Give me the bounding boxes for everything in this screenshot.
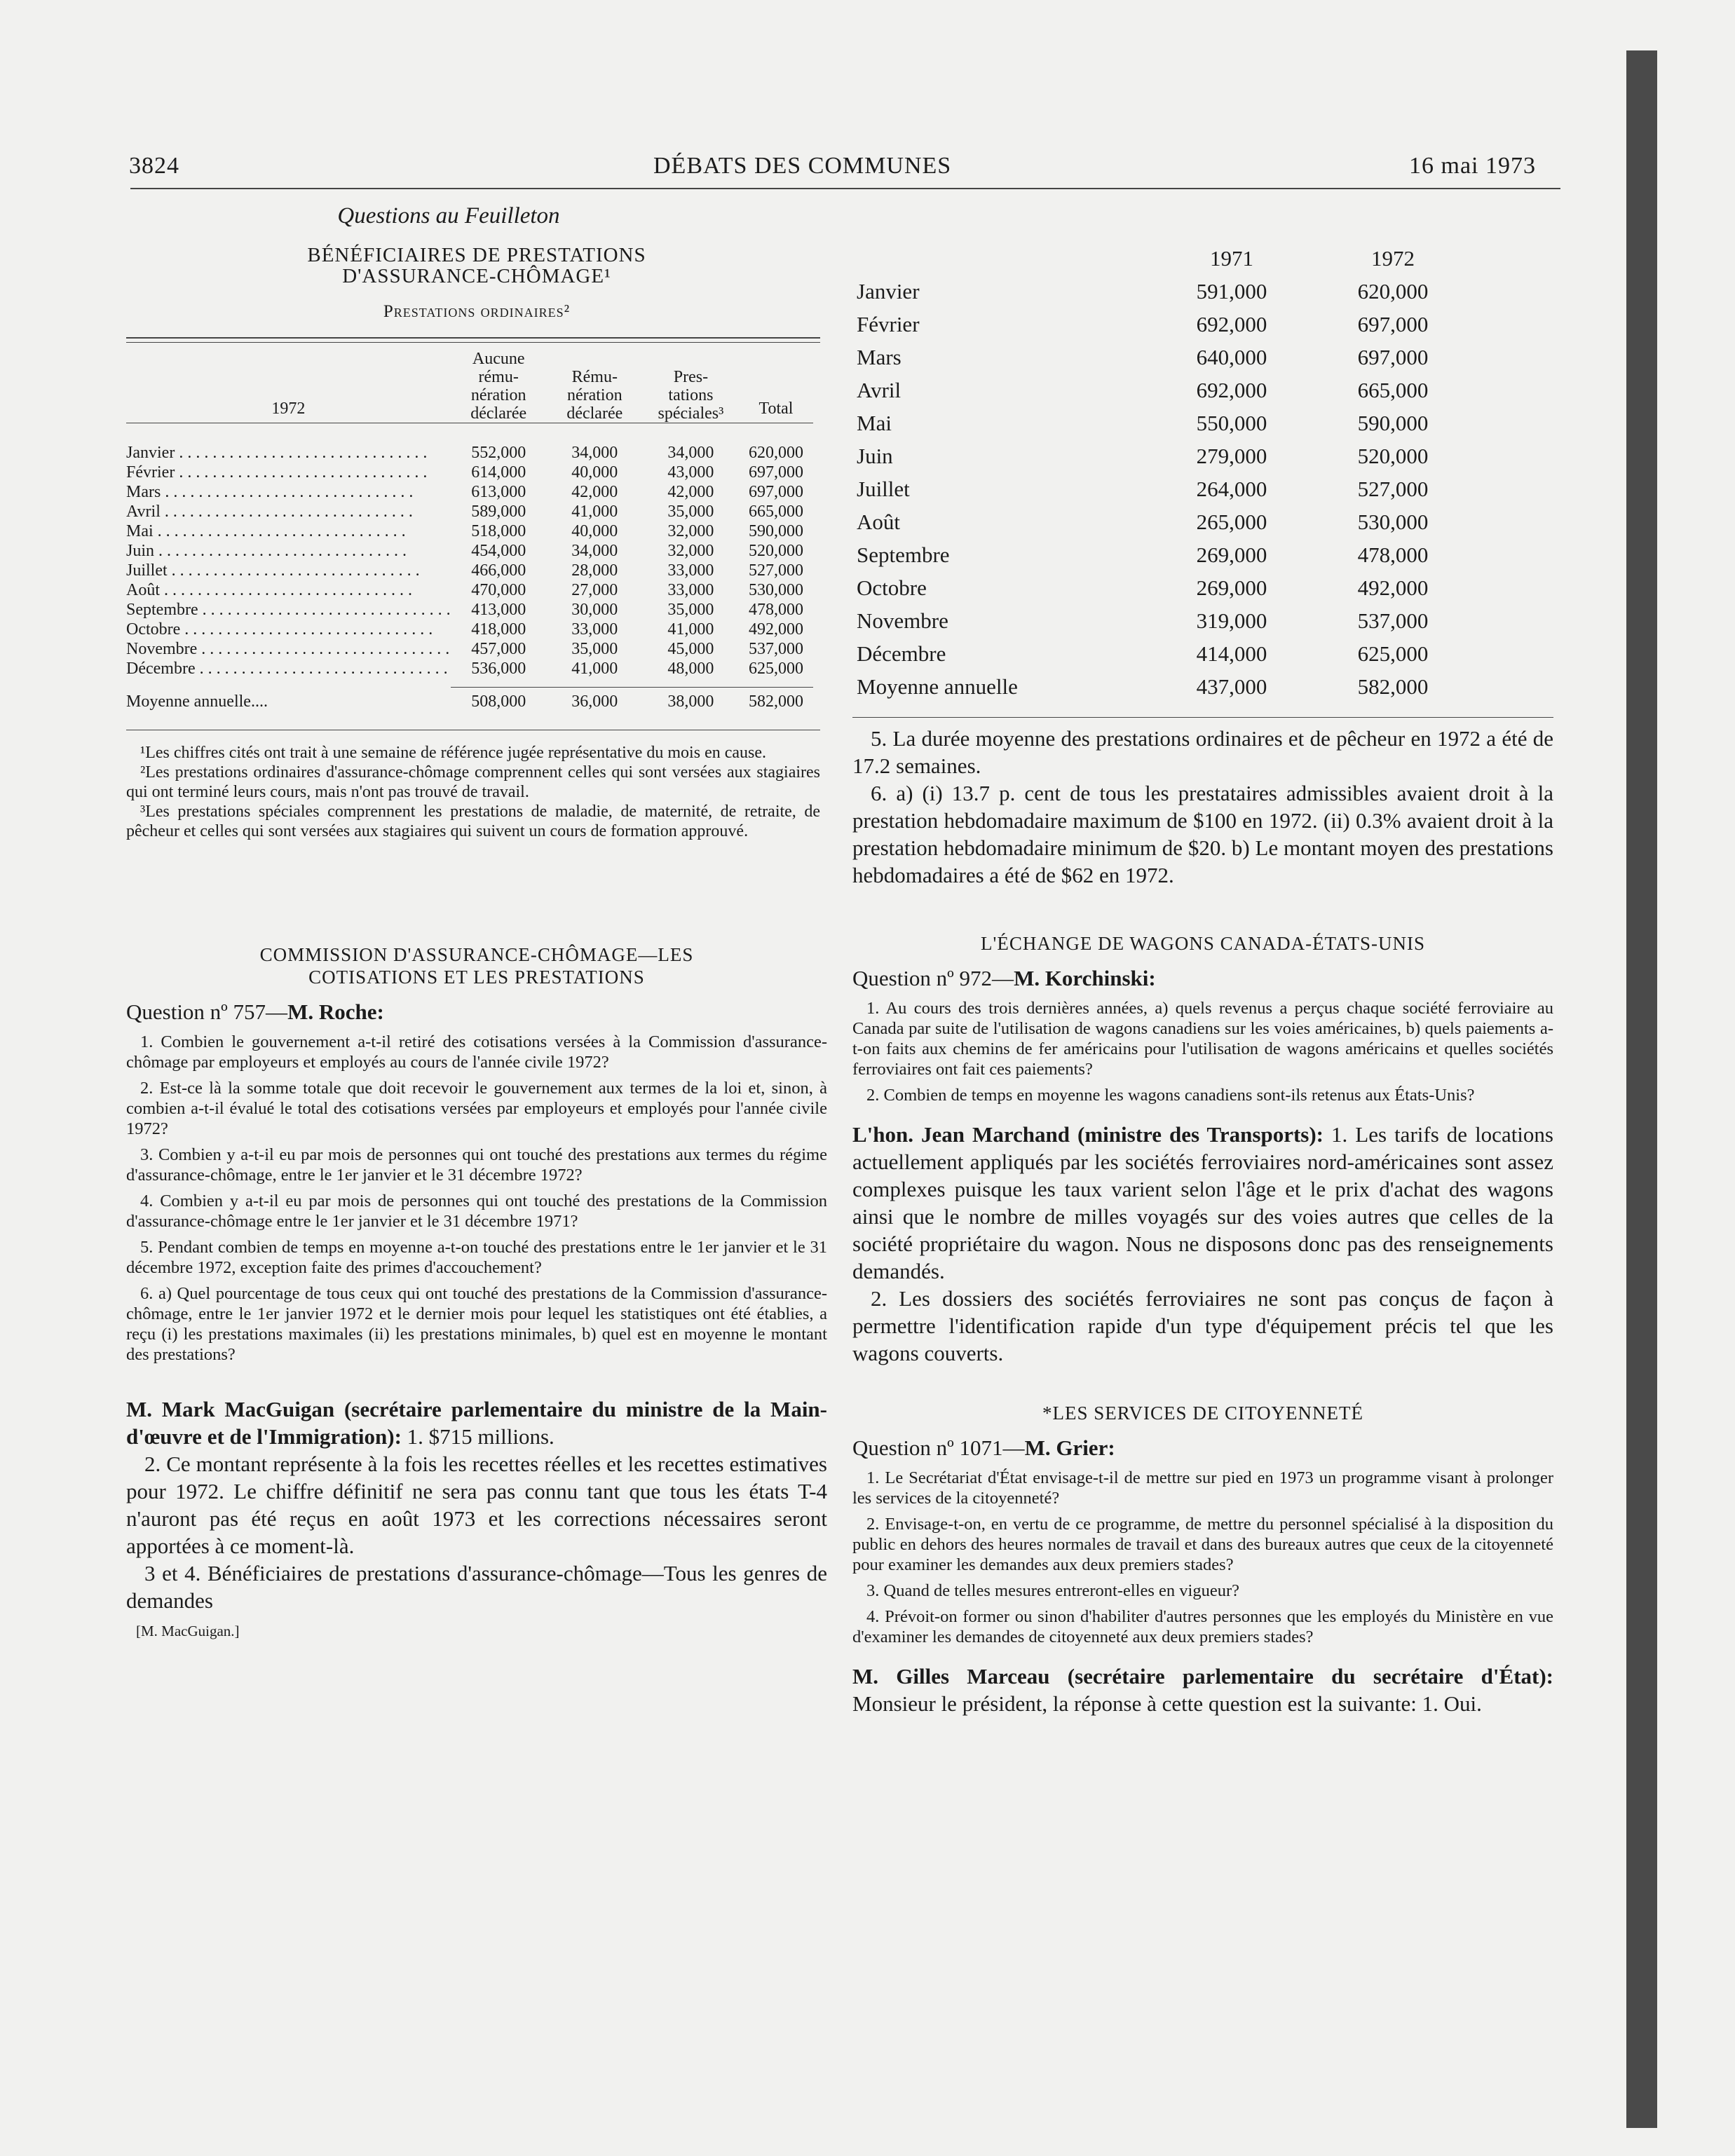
issue-date: 16 mai 1973	[1409, 153, 1536, 179]
row-cell: 48,000	[667, 660, 714, 678]
table-row	[126, 482, 813, 502]
t2-cell: 520,000	[1357, 443, 1429, 468]
question-972-prefix: Question nº 972—	[852, 966, 1014, 990]
t2-cell: 478,000	[1357, 542, 1429, 567]
question-972-item: 1. Au cours des trois dernières années, a) quels revenus a perçus chaque société ferroviaire au Canada par suite de l'utilisation de wagons canadiens sur les voies américaines, b) quels paiements a-t-on faits aux chemins de fer américains pour l'utilisation de wagons américains et quelles sociétés ferroviaires ont fait ces paiements?	[852, 999, 1553, 1079]
row-cell: 413,000	[471, 601, 526, 619]
row-month: Janvier . . . . . . . . . . . . . . . . . . . . . . . . . . . . . .	[126, 444, 428, 462]
row-cell: 537,000	[748, 640, 803, 658]
t2-cell: 319,000	[1196, 608, 1267, 633]
question-757-item: 4. Combien y a-t-il eu par mois de personnes qui ont touché des prestations de la Commission d'assurance-chômage entre le 1er janvier et le 31 décembre 1971?	[126, 1192, 827, 1231]
row-cell: 45,000	[667, 640, 714, 658]
answer-757-p5: 5. La durée moyenne des prestations ordinaires et de pêcheur en 1972 a été de 17.2 semaines.	[852, 726, 1553, 778]
answer-757-speaker: M. Mark MacGuigan (secrétaire parlementaire du ministre de la Main-d'œuvre et de l'Immigration):	[126, 1397, 827, 1449]
question-757-item: 1. Combien le gouvernement a-t-il retiré des cotisations versées à la Commission d'assurance-chômage par employeurs et employés au cours de l'année civile 1972?	[126, 1032, 827, 1072]
answer-972-speaker: L'hon. Jean Marchand (ministre des Transports):	[852, 1122, 1324, 1147]
row-cell: 518,000	[471, 522, 526, 540]
table-title-line-1: BÉNÉFICIAIRES DE PRESTATIONS	[307, 244, 646, 266]
row-month: Novembre . . . . . . . . . . . . . . . . . . . . . . . . . . . . . .	[126, 640, 450, 658]
benefits-table	[126, 350, 813, 711]
t2-cell: 620,000	[1357, 278, 1429, 303]
row-cell: 527,000	[748, 561, 803, 580]
row-cell: 470,000	[471, 581, 526, 599]
table-top-rule	[126, 337, 820, 343]
t2-cell: 269,000	[1196, 575, 1267, 600]
col-header-no-remuneration: Aucune rému- nération déclarée	[470, 350, 527, 423]
col-header-special: Pres- tations spéciales³	[658, 368, 724, 423]
t2-month: Février	[857, 311, 920, 336]
scan-edge	[1626, 50, 1657, 2128]
row-cell: 478,000	[748, 601, 803, 619]
row-cell: 454,000	[471, 542, 526, 560]
footnotes	[126, 743, 820, 841]
row-cell: 32,000	[667, 522, 714, 540]
row-cell: 32,000	[667, 542, 714, 560]
table-row	[126, 659, 813, 678]
table-row-average	[126, 692, 813, 711]
row-cell: 613,000	[471, 483, 526, 501]
t2-row	[857, 604, 1474, 637]
answer-972-p1: 1. Les tarifs de locations actuellement appliqués par les sociétés ferroviaires nord-américaines sont assez complexes puisque les taux varient selon l'âge et le prix d'achat des wagons ainsi que le nombre de milles voyagés sur des voies autres que celles de la société propriétaire du wagon. Nous ne disposons donc pas des renseignements demandés.	[852, 1122, 1553, 1283]
t2-cell: 279,000	[1196, 443, 1267, 468]
avg-cell: 38,000	[667, 692, 714, 711]
table-title	[126, 245, 827, 287]
answer-1071-text: Monsieur le président, la réponse à cette question est la suivante: 1. Oui.	[852, 1691, 1482, 1716]
row-cell: 466,000	[471, 561, 526, 580]
avg-cell: 36,000	[571, 692, 618, 711]
t2-cell: 265,000	[1196, 509, 1267, 534]
monthly-comparison-table	[857, 242, 1474, 703]
header-rule	[130, 188, 1560, 189]
row-cell: 30,000	[571, 601, 618, 619]
row-cell: 43,000	[667, 463, 714, 482]
row-cell: 530,000	[748, 581, 803, 599]
t2-header-1971: 1971	[1210, 245, 1253, 271]
row-cell: 520,000	[748, 542, 803, 560]
t2-cell: 640,000	[1196, 344, 1267, 369]
col-header-remuneration: Rému- nération déclarée	[566, 368, 623, 423]
t2-cell: 625,000	[1357, 641, 1429, 666]
t2-month: Janvier	[857, 278, 920, 303]
question-1071-item: 1. Le Secrétariat d'État envisage-t-il de mettre sur pied en 1973 un programme visant à prolonger les services de la citoyenneté?	[852, 1468, 1553, 1508]
row-cell: 536,000	[471, 660, 526, 678]
question-1071-asker: M. Grier:	[1024, 1435, 1115, 1460]
t2-month: Moyenne annuelle	[857, 674, 1018, 699]
question-757-item: 6. a) Quel pourcentage de tous ceux qui ont touché des prestations de la Commission d'assurance-chômage, entre le 1er janvier 1972 et le dernier mois pour lequel les statistiques ont été établies, a reçu (i) les prestations maximales (ii) les prestations minimales, b) quel est en moyenne le montant des prestations?	[126, 1284, 827, 1364]
question-757-item: 5. Pendant combien de temps en moyenne a-t-on touché des prestations entre le 1er janvier et le 31 décembre 1972, exception faite des primes d'accouchement?	[126, 1238, 827, 1277]
row-cell: 552,000	[471, 444, 526, 462]
row-month: Juillet . . . . . . . . . . . . . . . . . . . . . . . . . . . . . .	[126, 561, 420, 580]
section-title: Questions au Feuilleton	[337, 203, 560, 228]
row-cell: 33,000	[571, 620, 618, 639]
answer-972	[852, 1121, 1553, 1367]
questions-1071	[852, 1468, 1553, 1647]
t2-month: Septembre	[857, 542, 950, 567]
row-cell: 457,000	[471, 640, 526, 658]
row-month: Mars . . . . . . . . . . . . . . . . . . . . . . . . . . . . . .	[126, 483, 414, 501]
t2-month: Août	[857, 509, 900, 534]
answer-757-p3: 3 et 4. Bénéficiaires de prestations d'assurance-chômage—Tous les genres de demandes	[126, 1561, 827, 1613]
t2-body	[857, 275, 1474, 703]
t2-month: Octobre	[857, 575, 927, 600]
table-body	[126, 443, 813, 678]
t2-cell: 591,000	[1196, 278, 1267, 303]
answer-757	[126, 1396, 827, 1614]
t2-cell: 414,000	[1196, 641, 1267, 666]
table-title-line-2: D'ASSURANCE-CHÔMAGE¹	[342, 265, 611, 287]
t2-cell: 530,000	[1357, 509, 1429, 534]
question-757-item: 3. Combien y a-t-il eu par mois de personnes qui ont touché des prestations aux termes du régime d'assurance-chômage, entre le 1er janvier et le 31 décembre 1972?	[126, 1145, 827, 1185]
row-cell: 34,000	[571, 542, 618, 560]
row-cell: 33,000	[667, 581, 714, 599]
row-month: Avril . . . . . . . . . . . . . . . . . . . . . . . . . . . . . .	[126, 503, 413, 521]
t2-cell: 590,000	[1357, 410, 1429, 435]
row-cell: 34,000	[667, 444, 714, 462]
question-757-item: 2. Est-ce là la somme totale que doit recevoir le gouvernement aux termes de la loi et, sinon, à combien a-t-il évalué le total des cotisations versées par employeurs et employés pour l'année civile 1972?	[126, 1079, 827, 1138]
table-row	[126, 463, 813, 482]
row-cell: 589,000	[471, 503, 526, 521]
t2-cell: 437,000	[1196, 674, 1267, 699]
row-month: Décembre . . . . . . . . . . . . . . . . . . . . . . . . . . . . . .	[126, 660, 448, 678]
t2-row	[857, 538, 1474, 571]
citizenship-title: *LES SERVICES DE CITOYENNETÉ	[1042, 1403, 1364, 1424]
table-row	[126, 600, 813, 620]
right-rule	[852, 717, 1553, 718]
answer-757-continued	[852, 725, 1553, 889]
row-cell: 41,000	[571, 660, 618, 678]
t2-cell: 527,000	[1357, 476, 1429, 501]
row-cell: 41,000	[571, 503, 618, 521]
footnote-2: ²Les prestations ordinaires d'assurance-chômage comprennent celles qui sont versées aux stagiaires qui ont terminé leurs cours, mais n'ont pas trouvé de travail.	[126, 763, 820, 801]
question-1071-prefix: Question nº 1071—	[852, 1435, 1025, 1460]
answer-972-p2: 2. Les dossiers des sociétés ferroviaires ne sont pas conçus de façon à permettre l'identification rapide d'un type d'équipement précis tel que les wagons couverts.	[852, 1286, 1553, 1365]
row-cell: 28,000	[571, 561, 618, 580]
t2-month: Décembre	[857, 641, 946, 666]
t2-cell: 692,000	[1196, 311, 1267, 336]
right-column	[852, 242, 1553, 1717]
row-month: Août . . . . . . . . . . . . . . . . . . . . . . . . . . . . . .	[126, 581, 412, 599]
row-cell: 625,000	[748, 660, 803, 678]
row-cell: 492,000	[748, 620, 803, 639]
avg-label: Moyenne annuelle....	[126, 692, 268, 711]
commission-heading	[126, 943, 827, 988]
t2-cell: 697,000	[1357, 344, 1429, 369]
row-cell: 33,000	[667, 561, 714, 580]
t2-cell: 697,000	[1357, 311, 1429, 336]
footnote-3: ³Les prestations spéciales comprennent les prestations de maladie, de maternité, de retraite, de pêcheur et celles qui sont versées aux stagiaires qui suivent un cours de formation approuvé.	[126, 803, 820, 840]
t2-row	[857, 374, 1474, 407]
answer-1071-speaker: M. Gilles Marceau (secrétaire parlementaire du secrétaire d'État):	[852, 1664, 1553, 1688]
t2-row	[857, 341, 1474, 374]
t2-row	[857, 670, 1474, 703]
question-972-asker: M. Korchinski:	[1014, 966, 1156, 990]
t2-cell: 269,000	[1196, 542, 1267, 567]
answer-757-p1: 1. $715 millions.	[401, 1424, 554, 1449]
t2-row	[857, 275, 1474, 308]
answer-757-p6: 6. a) (i) 13.7 p. cent de tous les prestataires admissibles avaient droit à la prestation hebdomadaire maximum de $100 en 1972. (ii) 0.3% avaient droit à la prestation hebdomadaire minimum de $20. b) Le montant moyen des prestations hebdomadaires a été de $62 en 1972.	[852, 781, 1553, 887]
question-972-item: 2. Combien de temps en moyenne les wagons canadiens sont-ils retenus aux États-Unis?	[866, 1086, 1475, 1105]
row-cell: 697,000	[748, 483, 803, 501]
row-cell: 27,000	[571, 581, 618, 599]
t2-row	[857, 637, 1474, 670]
page-number: 3824	[129, 153, 179, 179]
table-row	[126, 502, 813, 521]
row-cell: 665,000	[748, 503, 803, 521]
t2-month: Mars	[857, 344, 901, 369]
row-month: Septembre . . . . . . . . . . . . . . . . . . . . . . . . . . . . . .	[126, 601, 451, 619]
commission-title-line-2: COTISATIONS ET LES PRESTATIONS	[308, 967, 645, 988]
table-row	[126, 620, 813, 639]
questions-972	[852, 998, 1553, 1105]
t2-month: Mai	[857, 410, 892, 435]
t2-row	[857, 472, 1474, 505]
table-row	[126, 561, 813, 580]
answer-1071	[852, 1663, 1553, 1717]
question-757-prefix: Question nº 757—	[126, 999, 288, 1024]
footnote-1: ¹Les chiffres cités ont trait à une semaine de référence jugée représentative du mois en cause.	[140, 744, 767, 762]
table-subtitle: Prestations ordinaires²	[383, 302, 571, 321]
t2-cell: 537,000	[1357, 608, 1429, 633]
question-757-heading	[126, 999, 827, 1025]
t2-header-row	[857, 242, 1474, 275]
t2-row	[857, 407, 1474, 439]
row-cell: 40,000	[571, 522, 618, 540]
t2-month: Juillet	[857, 476, 910, 501]
avg-cell: 582,000	[748, 692, 803, 711]
row-cell: 614,000	[471, 463, 526, 482]
t2-row	[857, 505, 1474, 538]
question-1071-item: 4. Prévoit-on former ou sinon d'habiliter d'autres personnes que les employés du Ministère en vue d'examiner les demandes de citoyenneté aux deux premiers stades?	[852, 1607, 1553, 1646]
t2-cell: 665,000	[1357, 377, 1429, 402]
wagons-title: L'ÉCHANGE DE WAGONS CANADA-ÉTATS-UNIS	[981, 933, 1425, 954]
row-month: Février . . . . . . . . . . . . . . . . . . . . . . . . . . . . . .	[126, 463, 428, 482]
commission-title-line-1: COMMISSION D'ASSURANCE-CHÔMAGE—LES	[259, 944, 694, 965]
row-cell: 35,000	[571, 640, 618, 658]
row-cell: 42,000	[667, 483, 714, 501]
row-cell: 34,000	[571, 444, 618, 462]
t2-month: Avril	[857, 377, 901, 402]
table-row	[126, 443, 813, 463]
question-972-heading	[852, 966, 1553, 991]
avg-cell: 508,000	[471, 692, 526, 711]
row-cell: 42,000	[571, 483, 618, 501]
t2-month: Juin	[857, 443, 893, 468]
t2-cell: 692,000	[1196, 377, 1267, 402]
row-month: Octobre . . . . . . . . . . . . . . . . . . . . . . . . . . . . . .	[126, 620, 433, 639]
question-1071-item: 3. Quand de telles mesures entreront-elles en vigueur?	[866, 1581, 1240, 1600]
t2-row	[857, 439, 1474, 472]
row-cell: 41,000	[667, 620, 714, 639]
table-row	[126, 541, 813, 561]
row-cell: 620,000	[748, 444, 803, 462]
row-month: Juin . . . . . . . . . . . . . . . . . . . . . . . . . . . . . .	[126, 542, 407, 560]
questions-757	[126, 1032, 827, 1365]
row-cell: 35,000	[667, 503, 714, 521]
question-757-asker: M. Roche:	[287, 999, 384, 1024]
question-1071-heading	[852, 1435, 1553, 1461]
t2-cell: 582,000	[1357, 674, 1429, 699]
row-cell: 40,000	[571, 463, 618, 482]
row-month: Mai . . . . . . . . . . . . . . . . . . . . . . . . . . . . . .	[126, 522, 406, 540]
row-cell: 418,000	[471, 620, 526, 639]
table-row	[126, 521, 813, 541]
t2-cell: 550,000	[1196, 410, 1267, 435]
table-header-row	[126, 350, 813, 423]
t2-month: Novembre	[857, 608, 948, 633]
t2-row	[857, 571, 1474, 604]
speaker-tag: [M. MacGuigan.]	[136, 1623, 240, 1639]
t2-cell: 492,000	[1357, 575, 1429, 600]
table-row	[126, 580, 813, 600]
journal-title: DÉBATS DES COMMUNES	[653, 153, 952, 179]
col-header-year: 1972	[271, 400, 306, 418]
left-column	[126, 203, 827, 1640]
t2-row	[857, 308, 1474, 341]
t2-cell: 264,000	[1196, 476, 1267, 501]
t2-header-1972: 1972	[1371, 245, 1415, 271]
row-cell: 697,000	[748, 463, 803, 482]
table-row	[126, 639, 813, 659]
col-header-total: Total	[758, 400, 794, 418]
t2-header	[857, 242, 1151, 275]
question-1071-item: 2. Envisage-t-on, en vertu de ce programme, de mettre du personnel spécialisé à la disposition du public en dehors des heures normales de travail et dans des bureaux autres que ceux de la citoyenneté pour examiner les demandes aux deux premiers stades?	[852, 1515, 1553, 1574]
answer-757-p2: 2. Ce montant représente à la fois les recettes réelles et les recettes estimatives pour 1972. Le chiffre définitif ne sera pas connu tant que tous les états T-4 n'auront pas été reçus en août 1973 et les corrections nécessaires seront apportées à ce moment-là.	[126, 1452, 827, 1558]
row-cell: 35,000	[667, 601, 714, 619]
row-cell: 590,000	[748, 522, 803, 540]
